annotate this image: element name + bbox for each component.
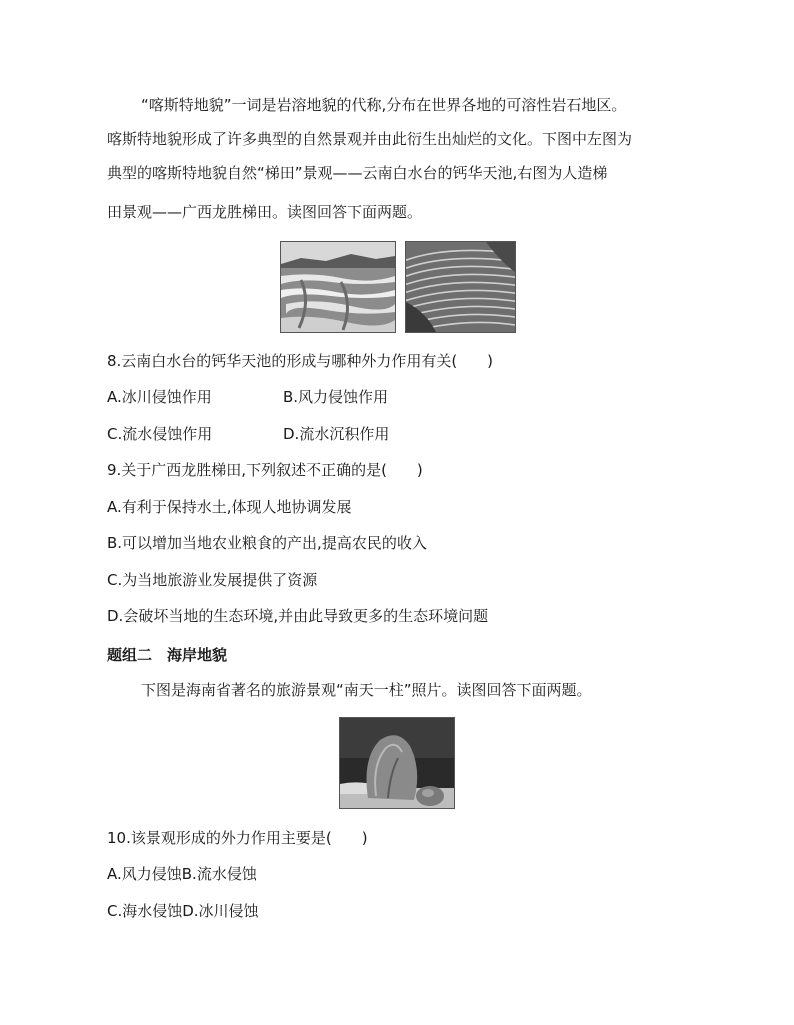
- q9-option-b[interactable]: B.可以增加当地农业粮食的产出,提高农民的收入: [107, 534, 427, 552]
- q9-option-c[interactable]: C.为当地旅游业发展提供了资源: [107, 571, 318, 589]
- rice-terrace-photo: [405, 241, 516, 333]
- q8-option-a[interactable]: A.冰川侵蚀作用: [107, 388, 212, 406]
- intro-line-2: 喀斯特地貌形成了许多典型的自然景观并由此衍生出灿烂的文化。下图中左图为: [107, 130, 633, 148]
- q8-option-d[interactable]: D.流水沉积作用: [283, 425, 390, 443]
- q8-option-c[interactable]: C.流水侵蚀作用: [107, 425, 213, 443]
- calcium-terrace-photo: [280, 241, 396, 333]
- intro-line-3: 典型的喀斯特地貌自然“梯田”景观——云南白水台的钙华天池,右图为人造梯: [107, 164, 608, 182]
- q8-option-b[interactable]: B.风力侵蚀作用: [283, 388, 389, 406]
- q10-stem: 10.该景观形成的外力作用主要是( ): [107, 829, 368, 847]
- q10-options-ab[interactable]: A.风力侵蚀B.流水侵蚀: [107, 865, 257, 883]
- intro-line-4: 田景观——广西龙胜梯田。读图回答下面两题。: [107, 203, 423, 221]
- group2-intro: 下图是海南省著名的旅游景观“南天一柱”照片。读图回答下面两题。: [141, 681, 592, 699]
- q9-stem: 9.关于广西龙胜梯田,下列叙述不正确的是( ): [107, 461, 423, 479]
- group2-heading: 题组二 海岸地貌: [107, 646, 228, 664]
- q9-option-a[interactable]: A.有利于保持水土,体现人地协调发展: [107, 498, 352, 516]
- nantian-pillar-photo: [339, 717, 455, 809]
- q10-options-cd[interactable]: C.海水侵蚀D.冰川侵蚀: [107, 902, 259, 920]
- q9-option-d[interactable]: D.会破坏当地的生态环境,并由此导致更多的生态环境问题: [107, 607, 489, 625]
- intro-line-1: “喀斯特地貌”一词是岩溶地貌的代称,分布在世界各地的可溶性岩石地区。: [141, 96, 627, 114]
- q8-stem: 8.云南白水台的钙华天池的形成与哪种外力作用有关( ): [107, 352, 494, 370]
